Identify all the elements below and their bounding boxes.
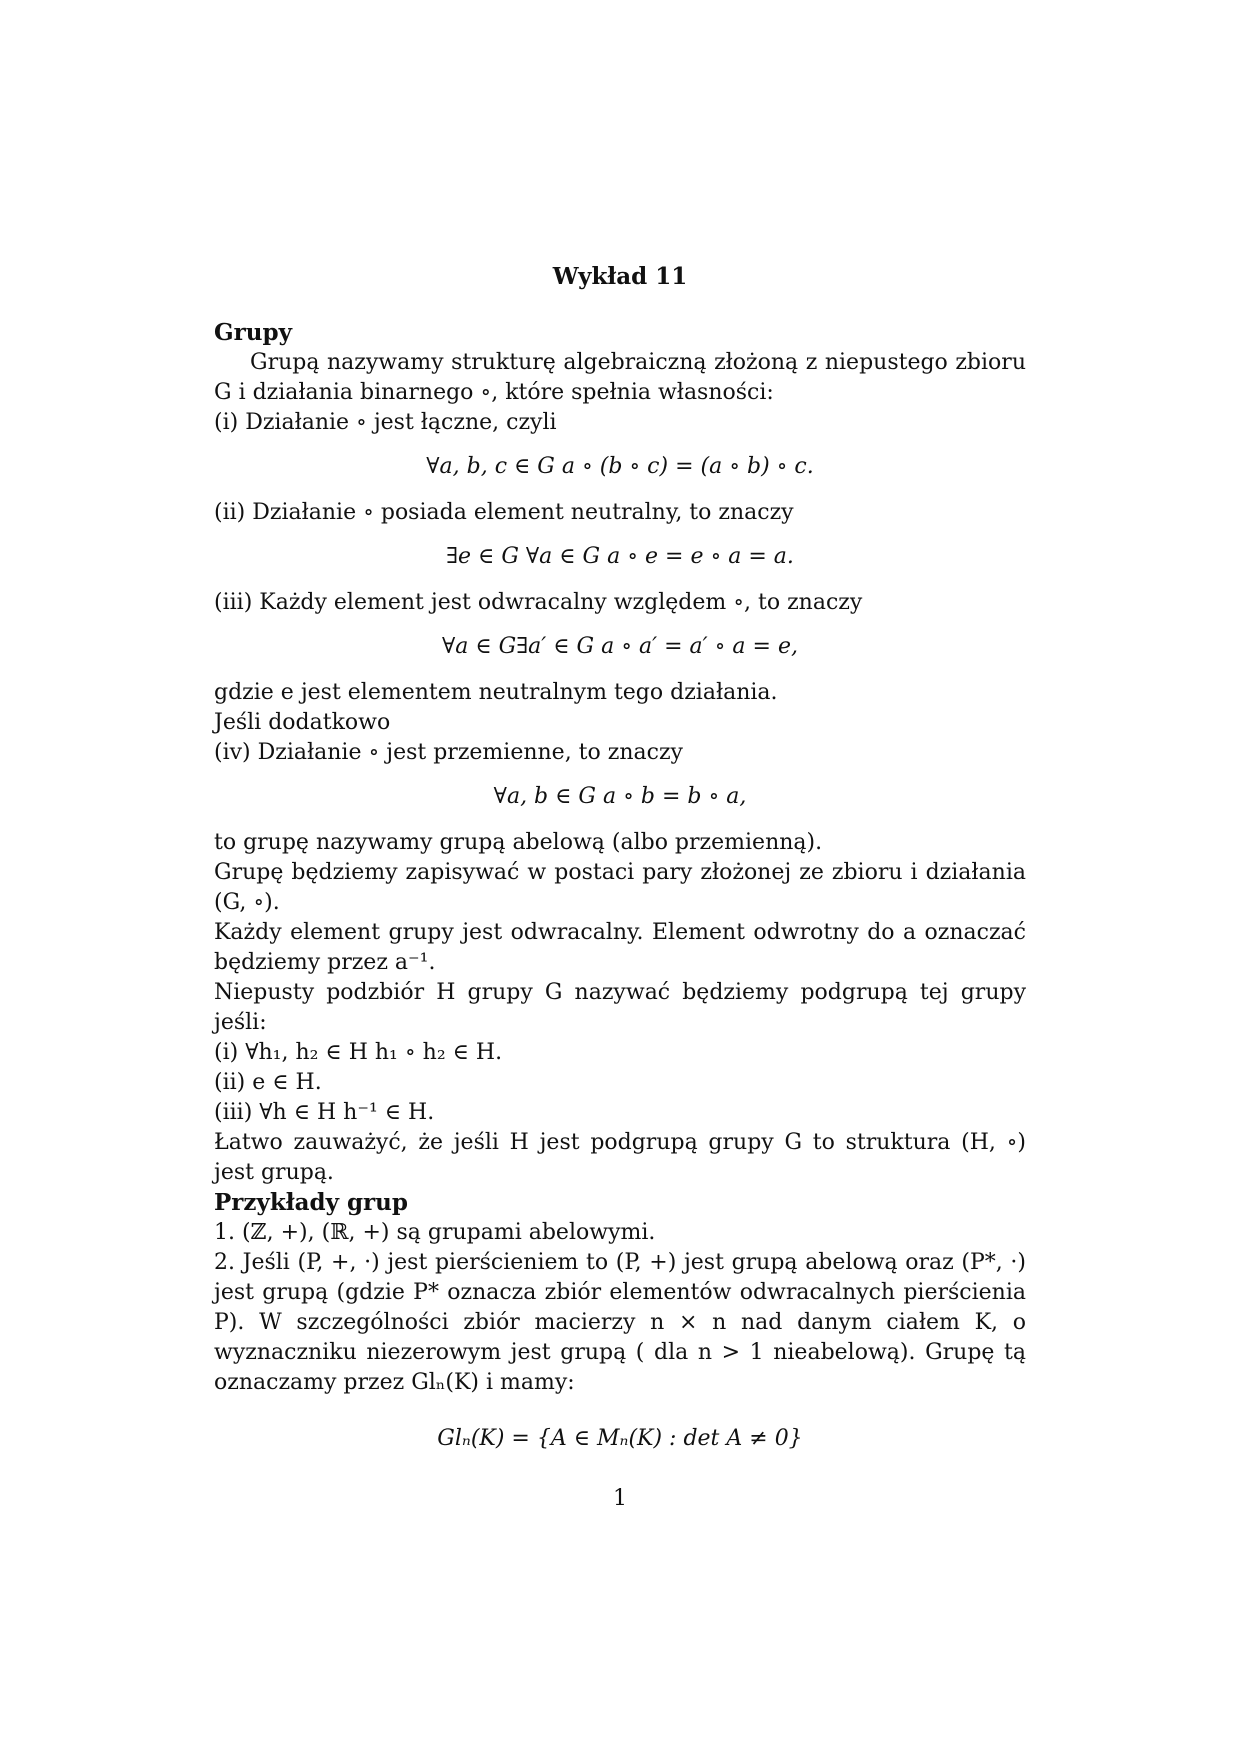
axiom-inverse: (iii) Każdy element jest odwracalny względem ∘, to znaczy — [214, 590, 863, 615]
example-2: 2. Jeśli (P, +, ·) jest pierścieniem to (P, +) jest grupą abelową oraz (P*, ·) jest grupą (gdzie P* oznacza zbiór elementów odwracalnych pierścienia P). W szczególności zbiór macierzy n × n nad danym ciałem K, o wyznaczniku niezerowym jest grupą ( dla n > 1 nieabelową). Grupę tą oznaczamy przez Glₙ(K) i mamy: — [214, 1250, 1026, 1395]
definition-intro: Grupą nazywamy strukturę algebraiczną złożoną z niepustego zbioru G i działania binarnego ∘, które spełnia własności: — [214, 350, 1026, 405]
inverse-notation: Każdy element grupy jest odwracalny. Element odwrotny do a oznaczać będziemy przez a⁻¹. — [214, 920, 1026, 975]
axiom-commutativity: (iv) Działanie ∘ jest przemienne, to znaczy — [214, 740, 683, 765]
pair-notation: Grupę będziemy zapisywać w postaci pary złożonej ze zbioru i działania (G, ∘). — [214, 860, 1026, 915]
subgroup-definition: Niepusty podzbiór H grupy G nazywać będziemy podgrupą tej grupy jeśli: — [214, 980, 1026, 1035]
axiom-associativity: (i) Działanie ∘ jest łączne, czyli — [214, 410, 557, 435]
additionally-line: Jeśli dodatkowo — [214, 710, 391, 735]
document-page — [214, 262, 1026, 1536]
page-number: 1 — [613, 1486, 627, 1511]
section-heading-groups: Grupy — [214, 319, 292, 346]
subgroup-remark: Łatwo zauważyć, że jeśli H jest podgrupą grupy G to struktura (H, ∘) jest grupą. — [214, 1130, 1026, 1185]
formula-commutativity: ∀a, b ∈ G a ∘ b = b ∘ a, — [493, 784, 747, 809]
lecture-title: Wykład 11 — [552, 263, 688, 290]
formula-associativity: ∀a, b, c ∈ G a ∘ (b ∘ c) = (a ∘ b) ∘ c. — [426, 454, 814, 479]
section-heading-examples: Przykłady grup — [214, 1189, 408, 1216]
formula-inverse: ∀a ∈ G∃a′ ∈ G a ∘ a′ = a′ ∘ a = e, — [442, 634, 798, 659]
formula-general-linear-group: Glₙ(K) = {A ∈ Mₙ(K) : det A ≠ 0} — [437, 1426, 803, 1451]
neutral-note: gdzie e jest elementem neutralnym tego działania. — [214, 680, 778, 705]
axiom-neutral-element: (ii) Działanie ∘ posiada element neutralny, to znaczy — [214, 500, 794, 525]
subgroup-condition-3: (iii) ∀h ∈ H h⁻¹ ∈ H. — [214, 1100, 435, 1125]
abelian-definition: to grupę nazywamy grupą abelową (albo przemienną). — [214, 830, 823, 855]
formula-neutral-element: ∃e ∈ G ∀a ∈ G a ∘ e = e ∘ a = a. — [446, 544, 794, 569]
example-1: 1. (ℤ, +), (ℝ, +) są grupami abelowymi. — [214, 1220, 656, 1245]
subgroup-condition-2: (ii) e ∈ H. — [214, 1070, 322, 1095]
subgroup-condition-1: (i) ∀h₁, h₂ ∈ H h₁ ∘ h₂ ∈ H. — [214, 1040, 503, 1065]
